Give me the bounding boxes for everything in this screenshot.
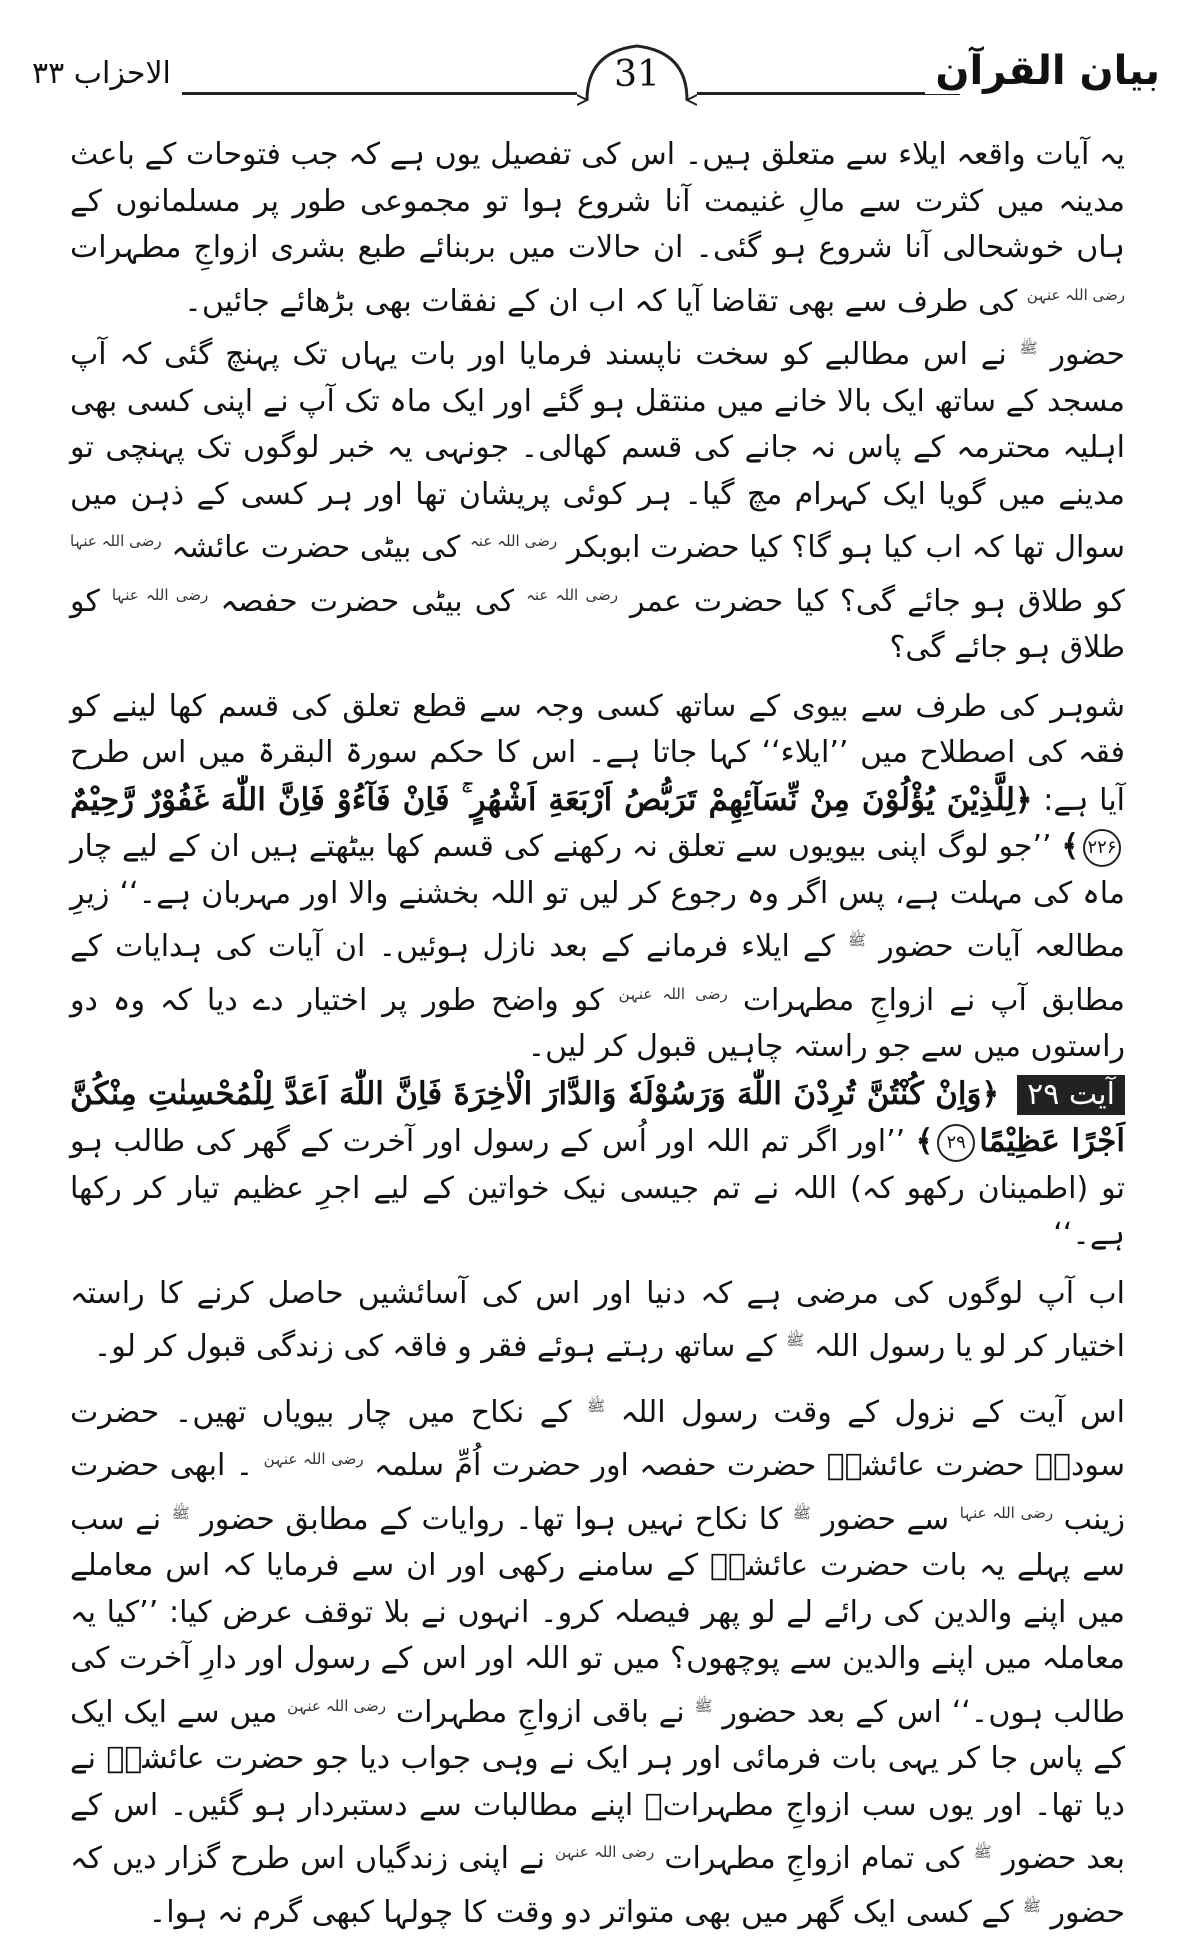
page-header	[32, 40, 1160, 120]
honorific: ﷺ	[1023, 1897, 1041, 1915]
surah-label: الاحزاب ۳۳	[32, 56, 181, 91]
page-number: 31	[614, 54, 660, 95]
honorific: رضی اللہ عنہ	[470, 532, 557, 550]
honorific: رضی اللہ عنہ	[526, 586, 618, 604]
verse-29-arabic: وَاِنْ كُنْتُنَّ تُرِدْنَ اللّٰهَ وَرَسُوْلَهٗ وَالدَّارَ الْاٰخِرَةَ فَاِنَّ اللّٰهَ اَعَدَّ لِلْمُحْسِنٰتِ مِنْكُنَّ اَجْرًا عَظِیْمًا	[70, 1076, 1125, 1160]
book-title: بیان القرآن	[925, 48, 1160, 94]
paragraph-4	[70, 1271, 1125, 1371]
paragraph-3	[70, 684, 1125, 1071]
p1b-text: کی طرف سے بھی تقاضا آیا کہ اب ان کے نفقات بھی بڑھائے جائیں۔	[184, 284, 1017, 319]
p5i-text: کی تمام ازواجِ مطہرات	[664, 1841, 963, 1876]
p5d-text: سے حضور	[821, 1502, 949, 1537]
quran-close-bracket: ﴾	[916, 1124, 934, 1159]
quran-close-bracket: ﴾	[1061, 829, 1079, 864]
honorific: رضی اللہ عنہن	[264, 1450, 364, 1468]
p5k-text: کے کسی ایک گھر میں بھی متواتر دو وقت کا چولہا کبھی گرم نہ ہوا۔	[149, 1895, 1014, 1930]
quran-open-bracket: ﴿	[1015, 783, 1033, 818]
p2a-text: حضور	[1050, 337, 1125, 372]
paragraph-2	[70, 325, 1125, 672]
p3b-text: ’’جو لوگ اپنی بیویوں سے تعلق نہ رکھنے کی قسم کھا بیٹھتے ہیں ان کے لیے چار ماہ کی مہلت ہے، پس اگر وہ رجوع کر لیں تو اللہ بخشنے والا اور مہربان ہے۔‘‘ زیرِ مطالعہ آیات حضور	[70, 829, 1125, 964]
p5c-text: ۔ ابھی حضرت زینب	[70, 1448, 1125, 1537]
paragraph-1	[70, 132, 1125, 325]
ayah-number-marker: ۲۹	[937, 1124, 975, 1162]
verse-29-block	[70, 1071, 1125, 1259]
honorific: رضی اللہ عنہا	[70, 532, 162, 550]
honorific: رضی اللہ عنہن	[287, 1697, 386, 1715]
header-rule	[182, 92, 960, 95]
honorific: ﷺ	[172, 1504, 190, 1522]
paragraph-5	[70, 1383, 1125, 1936]
p3c-text: کے ایلاء فرمانے کے بعد نازل ہوئیں۔ ان آیات کی ہدایات کے مطابق آپ نے ازواجِ مطہرات	[70, 929, 1125, 1018]
honorific: رضی اللہ عنہا	[960, 1504, 1053, 1522]
verse-29-translation: ’’اور اگر تم اللہ اور اُس کے رسول اور آخرت کے گھر کی طالب ہو تو (اطمینان رکھو کہ) اللہ نے تم جیسی نیک خواتین کے لیے اجرِ عظیم تیار کر رکھا ہے۔‘‘	[70, 1124, 1125, 1252]
p3d-text: کو واضح طور پر اختیار دے دیا کہ وہ دو راستوں میں سے جو راستہ چاہیں قبول کر لیں۔	[70, 983, 1125, 1065]
honorific: رضی اللہ عنہا	[112, 586, 208, 604]
honorific: رضی اللہ عنہن	[555, 1843, 654, 1861]
p4a-text: اب آپ لوگوں کی مرضی ہے کہ دنیا اور اس کی آسائشیں حاصل کرنے کا راستہ اختیار کر لو یا رسول اللہ	[70, 1276, 1125, 1365]
honorific: رضی اللہ عنہن	[1027, 286, 1125, 304]
p5j-text: نے اپنی زندگیاں اس طرح گزار دیں کہ حضور	[70, 1841, 1125, 1930]
honorific: ﷺ	[587, 1397, 605, 1415]
p5h-text: میں سے ایک ایک کے پاس جا کر یہی بات فرمائی اور ہر ایک نے وہی جواب دیا جو حضرت عائشہؓ نے دیا تھا۔ اور یوں سب ازواجِ مطہراتؓ اپنے مطالبات سے دستبردار ہو گئیں۔ اس کے بعد حضور	[70, 1695, 1125, 1877]
ayah-number-marker: ۲۲۶	[1083, 829, 1121, 867]
honorific: رضی اللہ عنہن	[619, 985, 728, 1003]
p5g-text: نے باقی ازواجِ مطہرات	[396, 1695, 685, 1730]
p1-text: یہ آیات واقعہ ایلاء سے متعلق ہیں۔ اس کی تفصیل یوں ہے کہ جب فتوحات کے باعث مدینہ میں کثرت سے مالِ غنیمت آنا شروع ہوا تو مجموعی طور پر مسلمانوں کے ہاں خوشحالی آنا شروع ہو گئی۔ ان حالات میں بربنائے طبع بشری ازواجِ مطہرات	[70, 137, 1125, 265]
honorific: ﷺ	[793, 1504, 811, 1522]
p3a-text: شوہر کی طرف سے بیوی کے ساتھ کسی وجہ سے قطع تعلق کی قسم کھا لینے کو فقہ کی اصطلاح میں ’’ایلاء‘‘ کہا جاتا ہے۔ اس کا حکم سورۃ البقرۃ میں اس طرح آیا ہے:	[70, 689, 1125, 818]
quran-quote-baqarah: لِلَّذِیْنَ یُؤْلُوْنَ مِنْ نِّسَآئِهِمْ تَرَبُّصُ اَرْبَعَةِ اَشْهُرٍ ۚ فَاِنْ فَآءُوْ فَاِنَّ اللّٰهَ غَفُوْرٌ رَّحِیْمٌ	[70, 782, 1015, 818]
p2e-text: کی بیٹی حضرت حفصہ	[220, 584, 514, 619]
quran-open-bracket: ﴿	[981, 1077, 999, 1112]
p4b-text: کے ساتھ رہتے ہوئے فقر و فاقہ کی زندگی قبول کر لو۔	[94, 1329, 777, 1364]
p2d-text: کو طلاق ہو جائے گی؟ کیا حضرت عمر	[630, 584, 1125, 619]
honorific: ﷺ	[974, 1843, 992, 1861]
honorific: ﷺ	[786, 1331, 804, 1349]
p2b-text: نے اس مطالبے کو سخت ناپسند فرمایا اور بات یہاں تک پہنچ گئی کہ آپ مسجد کے ساتھ ایک بالا خانے میں منتقل ہو گئے اور ایک ماہ تک آپ نے اپنی کسی بھی اہلیہ محترمہ کے پاس نہ جانے کی قسم کھالی۔ جونہی یہ خبر لوگوں تک پہنچی تو مدینے میں گویا ایک کہرام مچ گیا۔ ہر کوئی پریشان تھا اور ہر کسی کے ذہن میں سوال تھا کہ اب کیا ہو گا؟ کیا حضرت ابوبکر	[70, 337, 1125, 565]
p2f-text: کو طلاق ہو جائے گی؟	[70, 584, 1125, 666]
p5e-text: کا نکاح نہیں ہوا تھا۔ روایات کے مطابق حضور	[200, 1502, 782, 1537]
page-body	[70, 132, 1125, 1936]
honorific: ﷺ	[1020, 339, 1038, 357]
honorific: ﷺ	[694, 1697, 712, 1715]
page-number-box	[577, 40, 697, 110]
honorific: ﷺ	[848, 931, 866, 949]
verse-tag: آیت ۲۹	[1017, 1075, 1125, 1115]
p5f-text: نے سب سے پہلے یہ بات حضرت عائشہؓ کے سامنے رکھی اور ان سے فرمایا کہ اس معاملے میں اپنے والدین کی رائے لے لو پھر فیصلہ کرو۔ انہوں نے بلا توقف عرض کیا: ’’کیا یہ معاملہ میں اپنے والدین سے پوچھوں؟ میں تو اللہ اور اس کے رسول اور دارِ آخرت کی طالب ہوں۔‘‘ اس کے بعد حضور	[70, 1502, 1125, 1730]
p2c-text: کی بیٹی حضرت عائشہ	[171, 530, 460, 565]
p5b-text: کے نکاح میں چار بیویاں تھیں۔ حضرت سودہؓ حضرت عائشہؓ حضرت حفصہ اور حضرت اُمِّ سلمہ	[70, 1395, 1125, 1484]
p5a-text: اس آیت کے نزول کے وقت رسول اللہ	[621, 1395, 1125, 1430]
